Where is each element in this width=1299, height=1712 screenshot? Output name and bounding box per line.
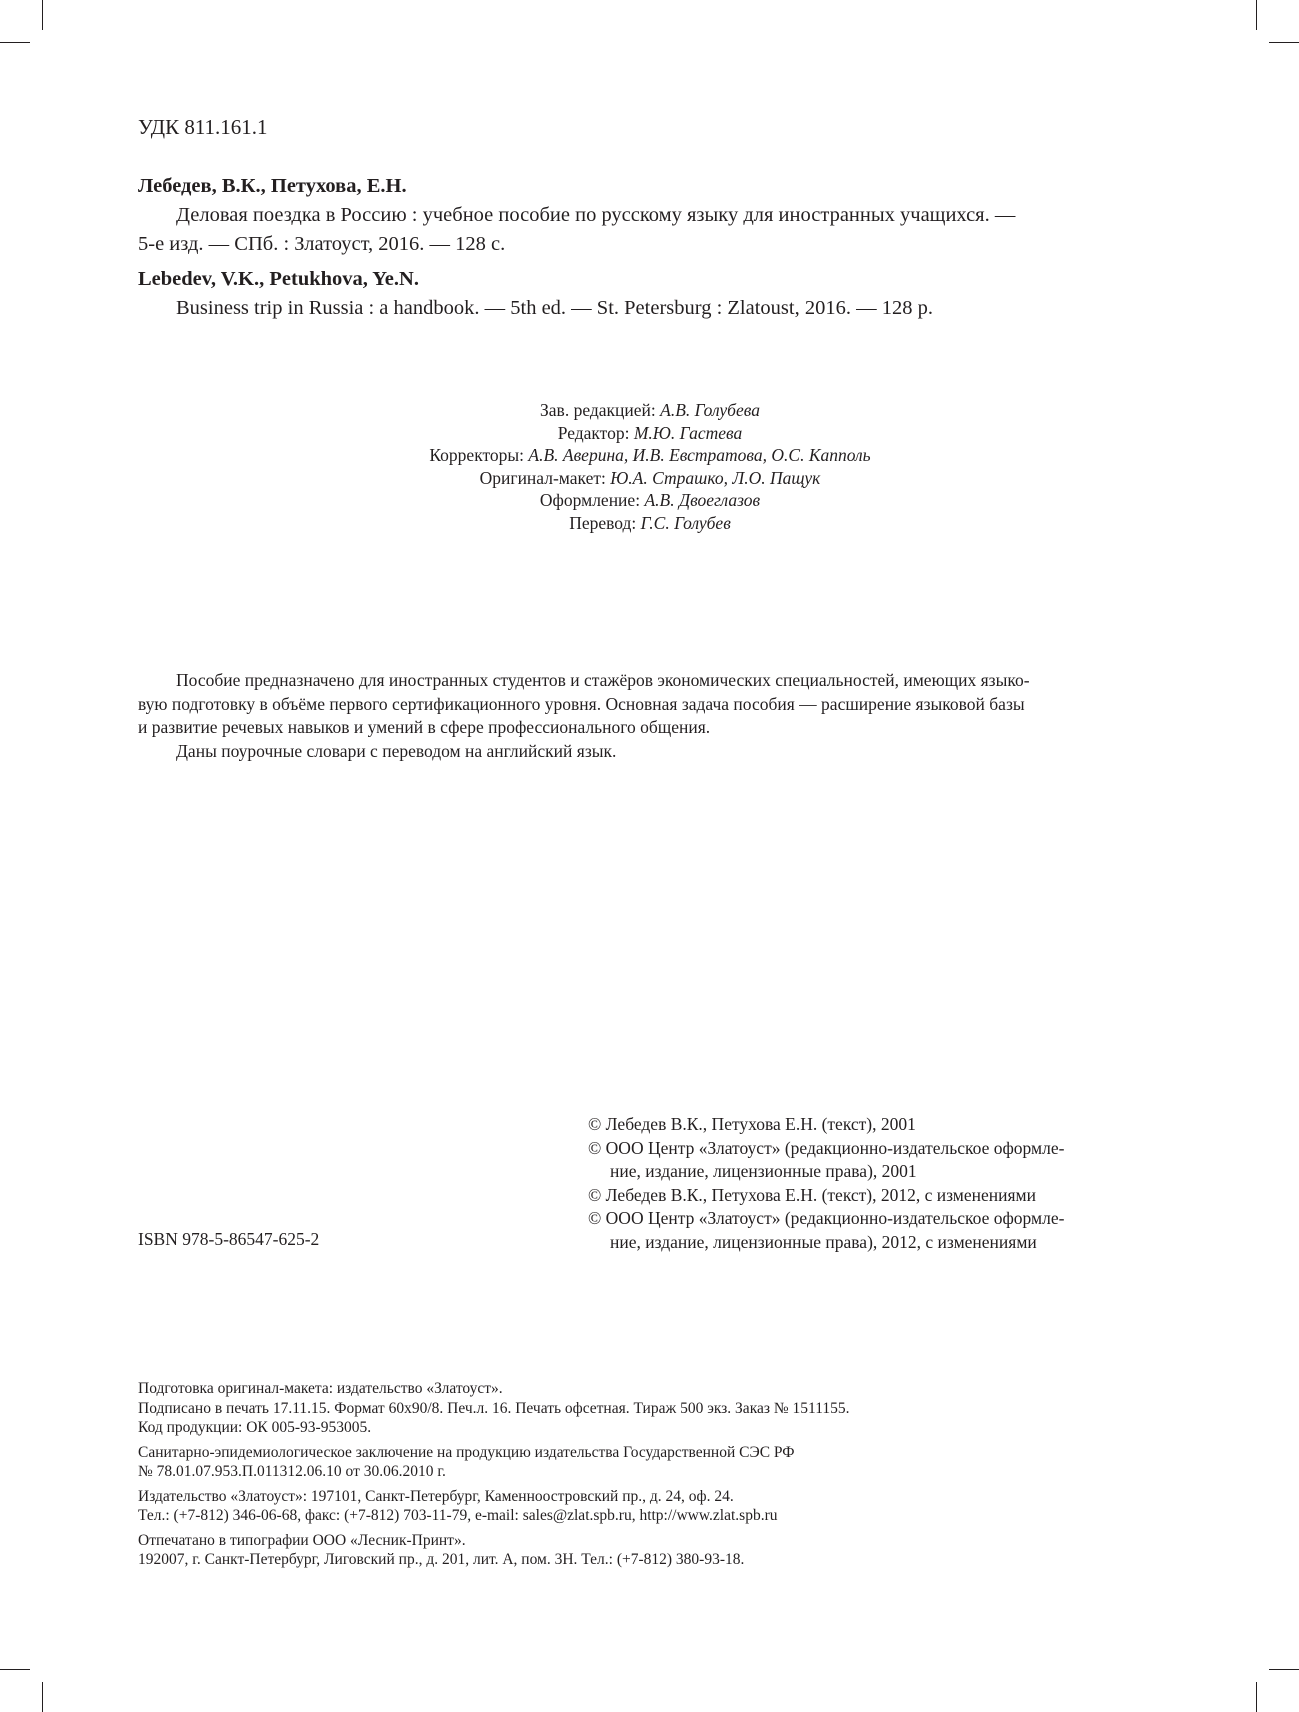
copyright-line: © ООО Центр «Златоуст» (редакционно-издательское оформле- bbox=[588, 1208, 1065, 1228]
credits-block bbox=[300, 399, 1000, 534]
annotation-line: Даны поурочные словари с переводом на английский язык. bbox=[176, 740, 617, 761]
authors-ru: Лебедев, В.К., Петухова, Е.Н. bbox=[138, 175, 407, 197]
annotation-line: вую подготовку в объёме первого сертификационного уровня. Основная задача пособия — расширение языковой базы bbox=[138, 693, 1025, 714]
imprint-line: Отпечатано в типографии ООО «Лесник-Принт». bbox=[138, 1531, 466, 1549]
imprint-group bbox=[138, 1443, 1148, 1482]
isbn: ISBN 978-5-86547-625-2 bbox=[138, 1229, 320, 1249]
crop-mark-bottom-right-horizontal bbox=[1269, 1669, 1299, 1670]
crop-mark-top-left-horizontal bbox=[0, 42, 30, 43]
annotation bbox=[138, 669, 1148, 763]
imprint-group bbox=[138, 1487, 1148, 1526]
title-ru-line2: 5-е изд. — СПб. : Златоуст, 2016. — 128 с. bbox=[138, 233, 506, 255]
bibliographic-entry-en bbox=[138, 265, 1148, 323]
imprint-block bbox=[138, 1379, 1148, 1575]
bibliographic-entry-ru bbox=[138, 172, 1148, 259]
imprint-line: № 78.01.07.953.П.011312.06.10 от 30.06.2010 г. bbox=[138, 1463, 446, 1480]
credit-line: Оригинал-макет: Ю.А. Страшко, Л.О. Пащук bbox=[479, 467, 821, 488]
imprint-line: Тел.: (+7-812) 346-06-68, факс: (+7-812) 703-11-79, e-mail: sales@zlat.spb.ru, http://www.zlat.spb.ru bbox=[138, 1507, 778, 1524]
imprint-line: 192007, г. Санкт-Петербург, Лиговский пр., д. 201, лит. А, пом. 3Н. Тел.: (+7-812) 380-93-18. bbox=[138, 1551, 745, 1568]
title-en-line1: Business trip in Russia : a handbook. — 5th ed. — St. Petersburg : Zlatoust, 2016. — 128 p. bbox=[176, 297, 933, 319]
copyright-line: ние, издание, лицензионные права), 2001 bbox=[610, 1161, 917, 1181]
copyright-line: © ООО Центр «Златоуст» (редакционно-издательское оформле- bbox=[588, 1137, 1065, 1158]
imprint-group bbox=[138, 1531, 1148, 1570]
imprint-line: Издательство «Златоуст»: 197101, Санкт-Петербург, Каменноостровский пр., д. 24, оф. 24. bbox=[138, 1487, 734, 1505]
imprint-line: Подписано в печать 17.11.15. Формат 60х90/8. Печ.л. 16. Печать офсетная. Тираж 500 экз. Заказ № 1511155. bbox=[138, 1399, 850, 1417]
crop-mark-top-right-vertical bbox=[1256, 0, 1257, 30]
copyright-line: © Лебедев В.К., Петухова Е.Н. (текст), 2001 bbox=[588, 1114, 916, 1134]
credit-line: Оформление: А.В. Двоеглазов bbox=[539, 490, 761, 510]
annotation-line: Пособие предназначено для иностранных студентов и стажёров экономических специальностей, имеющих языко- bbox=[176, 670, 1030, 690]
imprint-group bbox=[138, 1379, 1148, 1438]
authors-en: Lebedev, V.K., Petukhova, Ye.N. bbox=[138, 268, 419, 290]
imprint-line: Санитарно-эпидемиологическое заключение на продукцию издательства Государственной СЭС РФ bbox=[138, 1443, 795, 1461]
credit-line: Корректоры: А.В. Аверина, И.В. Евстратова, О.С. Капполь bbox=[429, 445, 871, 465]
copyright-line: © Лебедев В.К., Петухова Е.Н. (текст), 2012, с изменениями bbox=[588, 1184, 1037, 1205]
annotation-line: и развитие речевых навыков и умений в сфере профессионального общения. bbox=[138, 717, 711, 737]
crop-mark-bottom-left-horizontal bbox=[0, 1669, 30, 1670]
title-ru-line1: Деловая поездка в Россию : учебное пособие по русскому языку для иностранных учащихся. — bbox=[176, 204, 1016, 226]
udk-code: УДК 811.161.1 bbox=[138, 115, 268, 139]
credit-line: Зав. редакцией: А.В. Голубева bbox=[540, 400, 760, 420]
copyright-line: ние, издание, лицензионные права), 2012, с изменениями bbox=[610, 1231, 1037, 1252]
crop-mark-bottom-left-vertical bbox=[42, 1682, 43, 1712]
imprint-line: Код продукции: ОК 005-93-953005. bbox=[138, 1419, 372, 1436]
credit-line: Редактор: М.Ю. Гастева bbox=[557, 422, 743, 443]
copyright-block bbox=[588, 1113, 1108, 1254]
crop-mark-top-left-vertical bbox=[42, 0, 43, 30]
crop-mark-top-right-horizontal bbox=[1269, 42, 1299, 43]
imprint-line: Подготовка оригинал-макета: издательство «Златоуст». bbox=[138, 1380, 503, 1397]
credit-line: Перевод: Г.С. Голубев bbox=[569, 512, 731, 533]
crop-mark-bottom-right-vertical bbox=[1256, 1682, 1257, 1712]
